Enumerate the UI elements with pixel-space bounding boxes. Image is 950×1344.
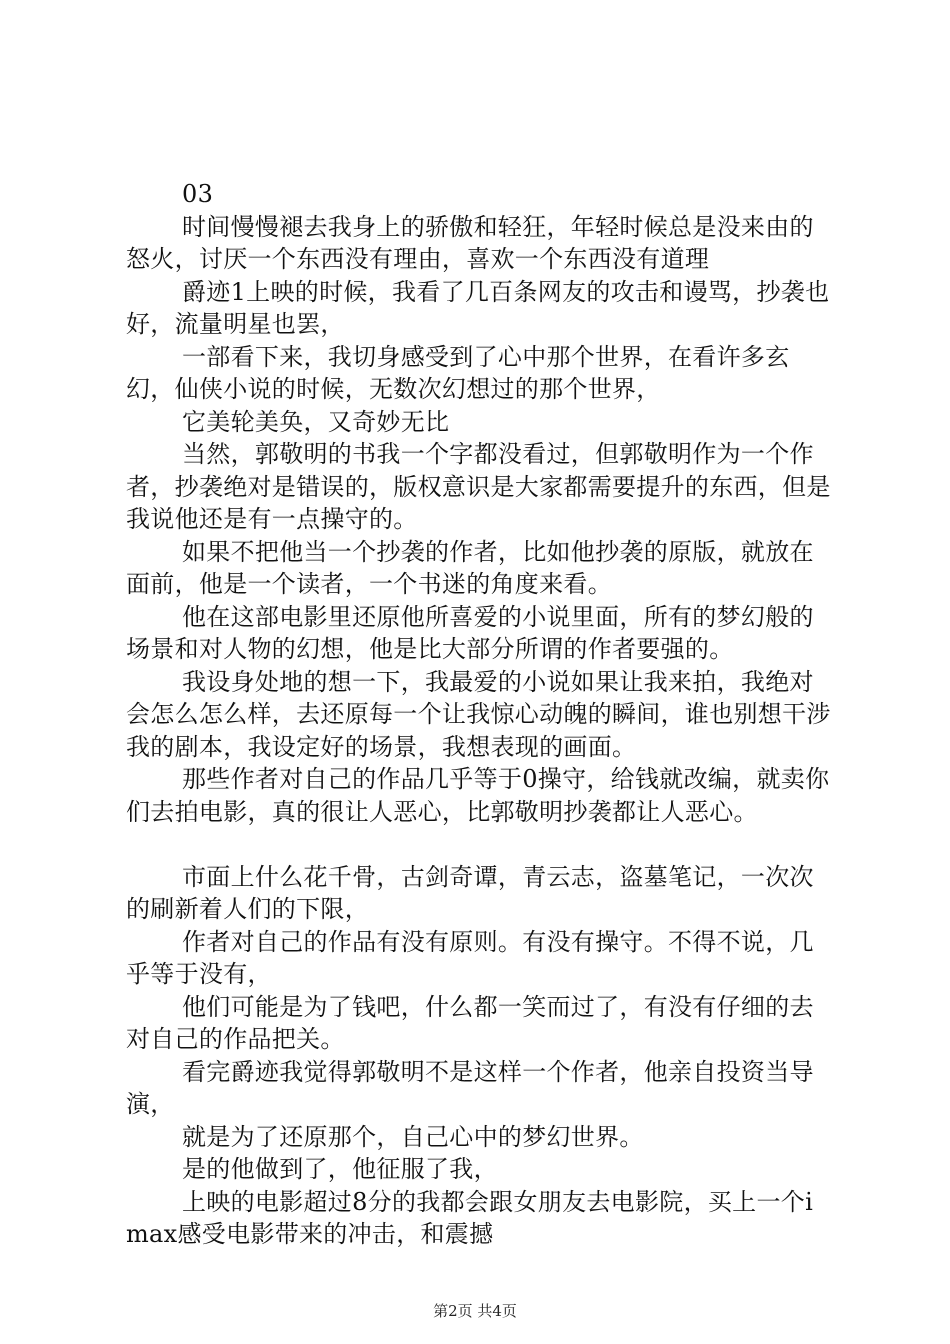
paragraph: 时间慢慢褪去我身上的骄傲和轻狂，年轻时候总是没来由的怒火，讨厌一个东西没有理由，喜欢一个东西没有道理: [126, 212, 814, 273]
paragraph: 他在这部电影里还原他所喜爱的小说里面，所有的梦幻般的场景和对人物的幻想，他是比大部分所谓的作者要强的。: [126, 602, 814, 663]
paragraph: 市面上什么花千骨，古剑奇谭，青云志，盗墓笔记，一次次的刷新着人们的下限，: [126, 862, 814, 923]
paragraph: 那些作者对自己的作品几乎等于0操守，给钱就改编，就卖你们去拍电影，真的很让人恶心，比郭敬明抄袭都让人恶心。: [126, 765, 830, 826]
paragraph: 一部看下来，我切身感受到了心中那个世界，在看许多玄幻，仙侠小说的时候，无数次幻想过的那个世界，: [126, 342, 790, 403]
paragraph: 我设身处地的想一下，我最爱的小说如果让我来拍，我绝对会怎么怎么样，去还原每一个让我惊心动魄的瞬间，谁也别想干涉我的剧本，我设定好的场景，我想表现的画面。: [126, 667, 831, 761]
section-heading: 03: [182, 180, 214, 208]
paragraph: 作者对自己的作品有没有原则。有没有操守。不得不说，几乎等于没有，: [126, 927, 814, 988]
paragraph: 它美轮美奂，又奇妙无比: [182, 407, 450, 436]
document-body: [126, 178, 836, 1251]
paragraph: 他们可能是为了钱吧，什么都一笑而过了，有没有仔细的去对自己的作品把关。: [126, 992, 814, 1053]
blank-line: [126, 828, 836, 861]
paragraph: 是的他做到了，他征服了我，: [182, 1155, 498, 1183]
paragraph: 如果不把他当一个抄袭的作者，比如他抄袭的原版，就放在面前，他是一个读者，一个书迷的角度来看。: [126, 537, 814, 598]
paragraph: 爵迹1上映的时候，我看了几百条网友的攻击和谩骂，抄袭也好，流量明星也罢，: [126, 277, 830, 338]
paragraph: 上映的电影超过8分的我都会跟女朋友去电影院，买上一个imax感受电影带来的冲击，和震撼: [126, 1187, 814, 1248]
page-number-footer: 第2页 共4页: [433, 1302, 517, 1320]
paragraph: 就是为了还原那个，自己心中的梦幻世界。: [182, 1122, 644, 1151]
paragraph: 当然，郭敬明的书我一个字都没看过，但郭敬明作为一个作者，抄袭绝对是错误的，版权意识是大家都需要提升的东西，但是我说他还是有一点操守的。: [126, 440, 831, 533]
paragraph: 看完爵迹我觉得郭敬明不是这样一个作者，他亲自投资当导演，: [126, 1057, 814, 1118]
